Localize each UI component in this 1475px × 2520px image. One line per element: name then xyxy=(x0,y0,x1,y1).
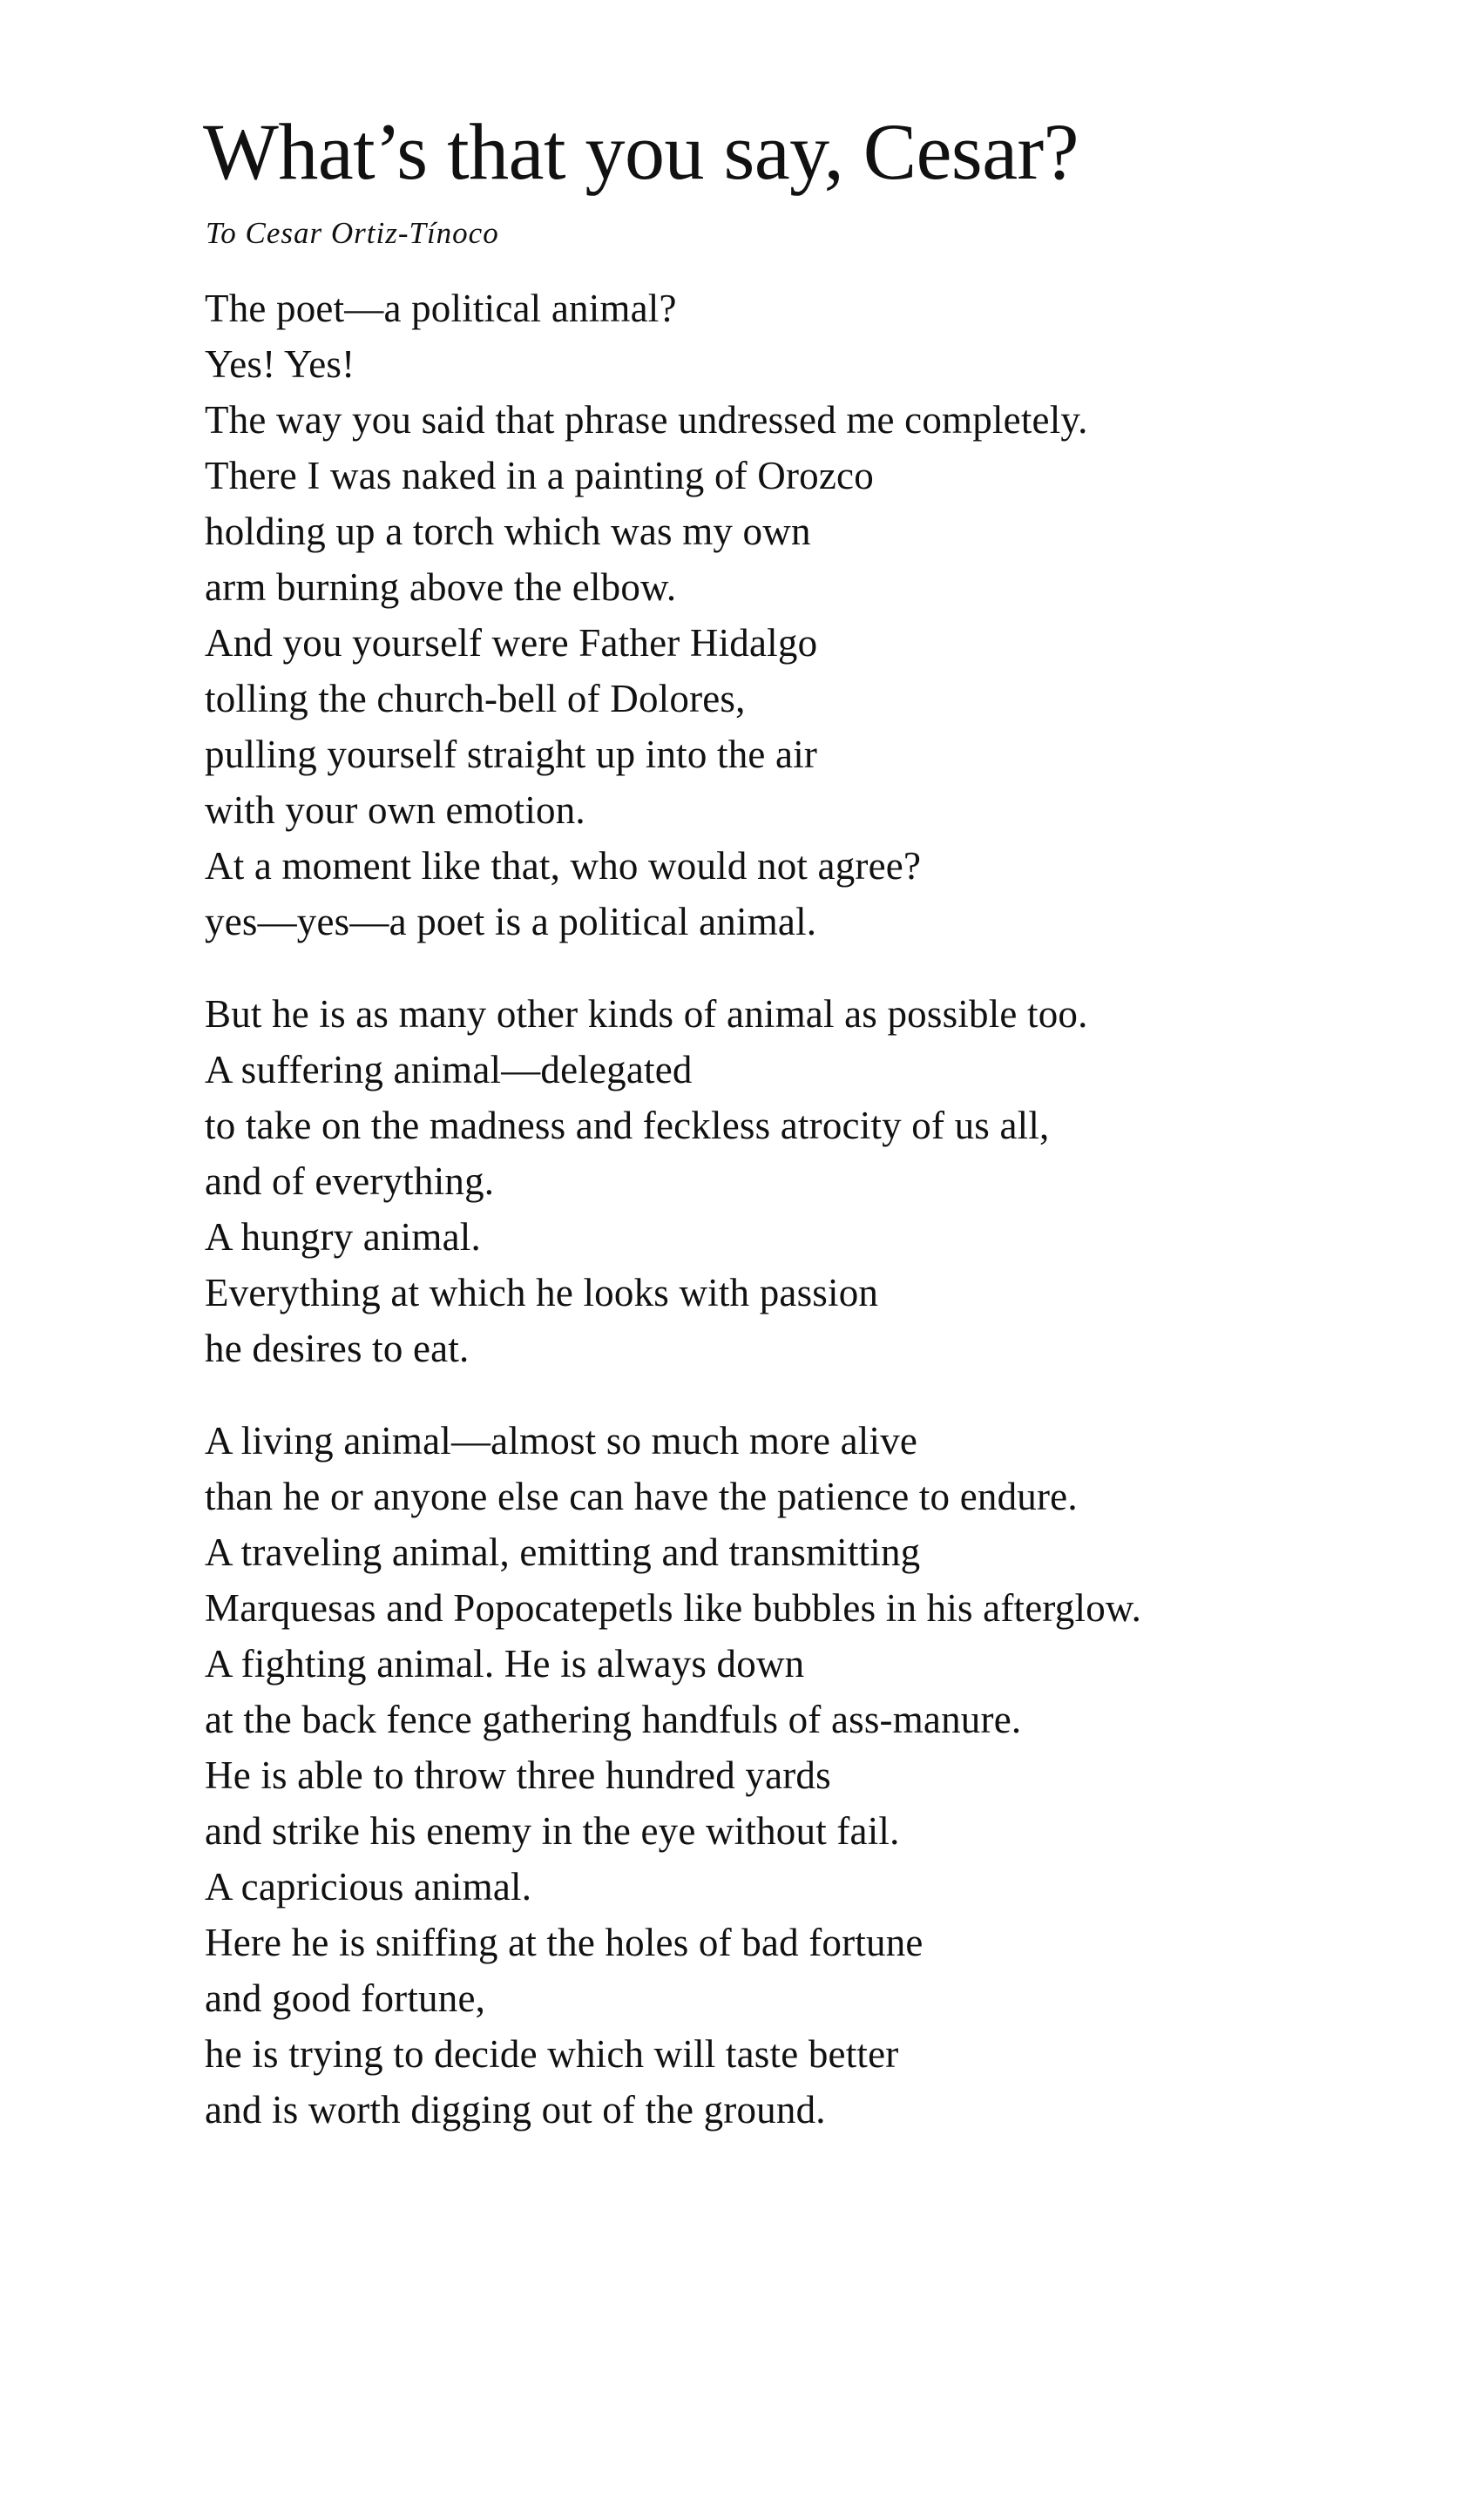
poem-line: arm burning above the elbow. xyxy=(205,565,677,609)
poem-line: and strike his enemy in the eye without fail. xyxy=(205,1809,900,1853)
poem-line: Everything at which he looks with passion xyxy=(205,1271,879,1314)
poem-line: with your own emotion. xyxy=(205,788,585,832)
stanza-2 xyxy=(205,986,1337,1376)
poem-line: A hungry animal. xyxy=(205,1215,481,1259)
poem-line: he desires to eat. xyxy=(205,1327,470,1370)
poem-line: holding up a torch which was my own xyxy=(205,510,811,553)
poem-title: What’s that you say, Cesar? xyxy=(203,107,1079,196)
poem-line: Marquesas and Popocatepetls like bubbles in his afterglow. xyxy=(205,1586,1142,1630)
poem-line: A suffering animal—delegated xyxy=(205,1048,693,1091)
poem-line: A traveling animal, emitting and transmitting xyxy=(205,1530,921,1574)
poem-line: tolling the church-bell of Dolores, xyxy=(205,677,746,720)
poem-line: to take on the madness and feckless atrocity of us all, xyxy=(205,1104,1050,1147)
poem-line: The poet—a political animal? xyxy=(205,287,677,330)
poem-line: yes—yes—a poet is a political animal. xyxy=(205,900,817,943)
poem-line: A fighting animal. He is always down xyxy=(205,1642,805,1686)
poem-line: And you yourself were Father Hidalgo xyxy=(205,621,818,665)
poem-line: At a moment like that, who would not agree? xyxy=(205,844,922,888)
poem-line: pulling yourself straight up into the air xyxy=(205,733,818,776)
poem-line: A capricious animal. xyxy=(205,1865,532,1909)
poem-line: than he or anyone else can have the patience to endure. xyxy=(205,1475,1078,1518)
poem-dedication: To Cesar Ortiz-Tínoco xyxy=(206,216,499,250)
poem-line: Here he is sniffing at the holes of bad fortune xyxy=(205,1921,924,1964)
poem-line: But he is as many other kinds of animal as possible too. xyxy=(205,992,1088,1036)
poem-line: and is worth digging out of the ground. xyxy=(205,2088,826,2132)
poem-line: The way you said that phrase undressed me completely. xyxy=(205,398,1088,442)
poem-line: and good fortune, xyxy=(205,1976,486,2020)
poem-line: A living animal—almost so much more alive xyxy=(205,1419,918,1463)
stanza-3 xyxy=(205,1413,1337,2138)
poem-line: Yes! Yes! xyxy=(205,342,355,386)
poem-line: and of everything. xyxy=(205,1159,495,1203)
poem-line: There I was naked in a painting of Orozco xyxy=(205,454,874,497)
poem-line: at the back fence gathering handfuls of ass-manure. xyxy=(205,1698,1022,1741)
stanza-1 xyxy=(205,280,1337,949)
poem-body xyxy=(205,280,1337,2138)
poem-line: he is trying to decide which will taste better xyxy=(205,2032,899,2076)
poem-line: He is able to throw three hundred yards xyxy=(205,1753,831,1797)
